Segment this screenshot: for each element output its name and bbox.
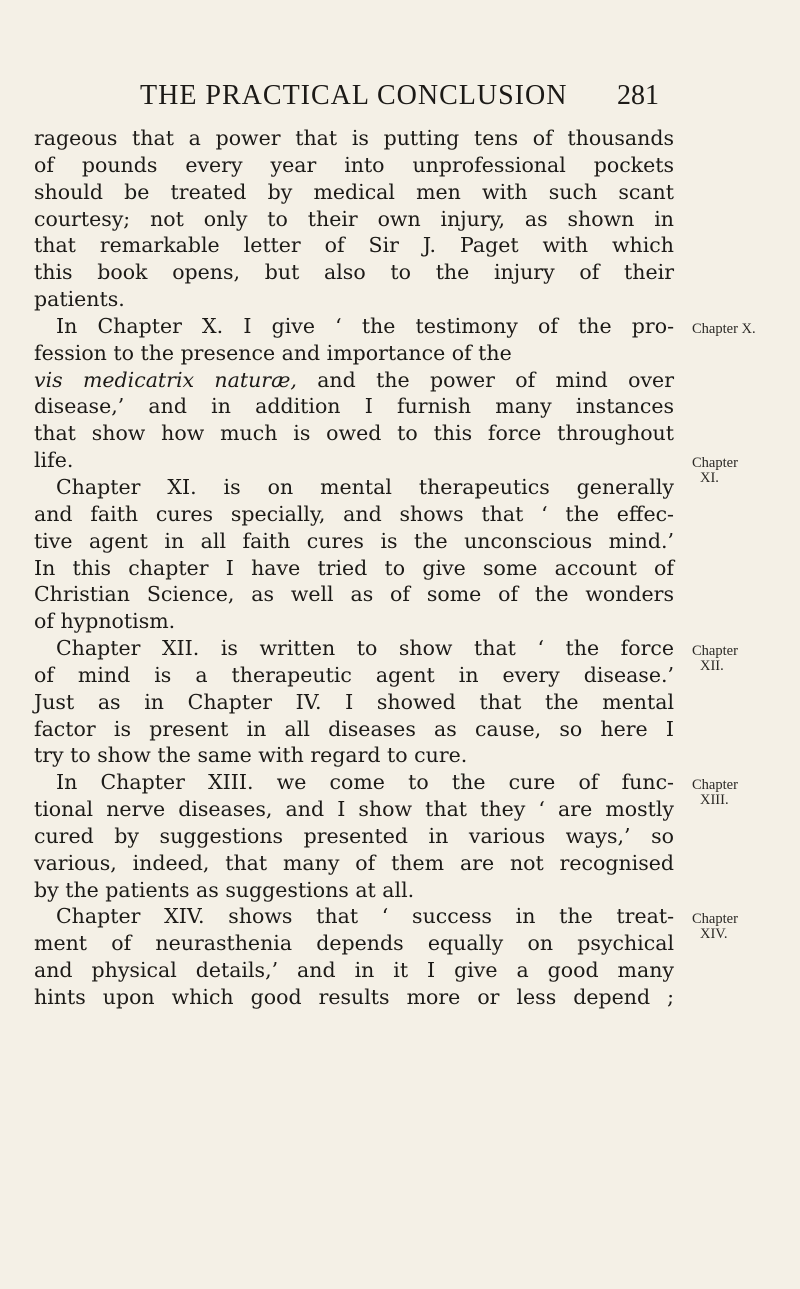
text-line: of hypnotism. xyxy=(34,609,176,634)
text-line: of mind is a therapeutic agent in every disease.’ xyxy=(34,662,674,687)
side-note-chapter-xiii xyxy=(692,778,796,808)
side-note-number: XIV. xyxy=(700,926,728,942)
text-line: In this chapter I have tried to give some account of xyxy=(34,555,674,580)
running-head: THE PRACTICAL CONCLUSION xyxy=(140,80,568,111)
text-line: In Chapter XIII. we come to the cure of func- xyxy=(56,770,674,795)
text-line: Chapter XI. is on mental therapeutics generally xyxy=(56,474,674,499)
side-note-chapter-xiv xyxy=(692,912,796,942)
text-line: courtesy; not only to their own injury, as shown in xyxy=(34,206,674,231)
text-line: this book opens, but also to the injury of their xyxy=(34,260,674,285)
text-line: In Chapter X. I give ‘ the testimony of the pro- xyxy=(56,313,674,338)
text-line: and faith cures specially, and shows that ‘ the effec- xyxy=(34,501,674,526)
page-header xyxy=(0,80,800,124)
side-note-chapter-xi xyxy=(692,456,796,486)
text-line: hints upon which good results more or less depend ; xyxy=(34,985,674,1009)
text-line: of pounds every year into unprofessional pockets xyxy=(34,152,674,177)
text-line: Chapter XII. is written to show that ‘ the force xyxy=(56,636,674,661)
text-line: try to show the same with regard to cure. xyxy=(34,743,468,768)
latin-phrase: vis medicatrix naturæ, xyxy=(34,367,297,392)
text-line: that show how much is owed to this force throughout xyxy=(34,421,674,446)
text-line: patients. xyxy=(34,287,125,312)
side-note-number: XII. xyxy=(700,658,724,674)
text-fragment: and the power of mind over xyxy=(317,367,674,392)
side-note-chapter-xii xyxy=(692,644,796,674)
text-line: life. xyxy=(34,448,74,473)
text-line: should be treated by medical men with such scant xyxy=(34,179,674,204)
text-line: fession to the presence and importance of the xyxy=(34,340,512,365)
side-note-chapter-x xyxy=(692,322,796,337)
text-line: various, indeed, that many of them are not recognised xyxy=(34,850,674,875)
side-note-label: Chapter xyxy=(692,911,738,927)
text-line: tional nerve diseases, and I show that they ‘ are mostly xyxy=(34,797,674,822)
page-number: 281 xyxy=(617,80,659,111)
side-note-number: XIII. xyxy=(700,792,729,808)
text-line: ment of neurasthenia depends equally on psychical xyxy=(34,931,674,956)
side-note-label: Chapter X. xyxy=(692,321,756,337)
side-note-label: Chapter xyxy=(692,643,738,659)
text-line: and physical details,’ and in it I give a good many xyxy=(34,958,674,983)
body-text xyxy=(34,125,674,1011)
side-note-number: XI. xyxy=(700,470,719,486)
text-line: Chapter XIV. shows that ‘ success in the treat- xyxy=(56,904,674,929)
text-line xyxy=(34,367,674,394)
side-note-label: Chapter xyxy=(692,777,738,793)
side-note-label: Chapter xyxy=(692,455,738,471)
text-line: rageous that a power that is putting tens of thousands xyxy=(34,126,674,150)
text-line: Christian Science, as well as of some of the wonders xyxy=(34,582,674,607)
text-line: that remarkable letter of Sir J. Paget with which xyxy=(34,233,674,258)
text-line: factor is present in all diseases as cause, so here I xyxy=(34,716,674,741)
text-line: Just as in Chapter IV. I showed that the mental xyxy=(34,689,674,714)
text-line: tive agent in all faith cures is the unconscious mind.’ xyxy=(34,528,674,553)
text-line: disease,’ and in addition I furnish many instances xyxy=(34,394,674,419)
text-line: by the patients as suggestions at all. xyxy=(34,877,415,902)
text-line: cured by suggestions presented in various ways,’ so xyxy=(34,823,674,848)
